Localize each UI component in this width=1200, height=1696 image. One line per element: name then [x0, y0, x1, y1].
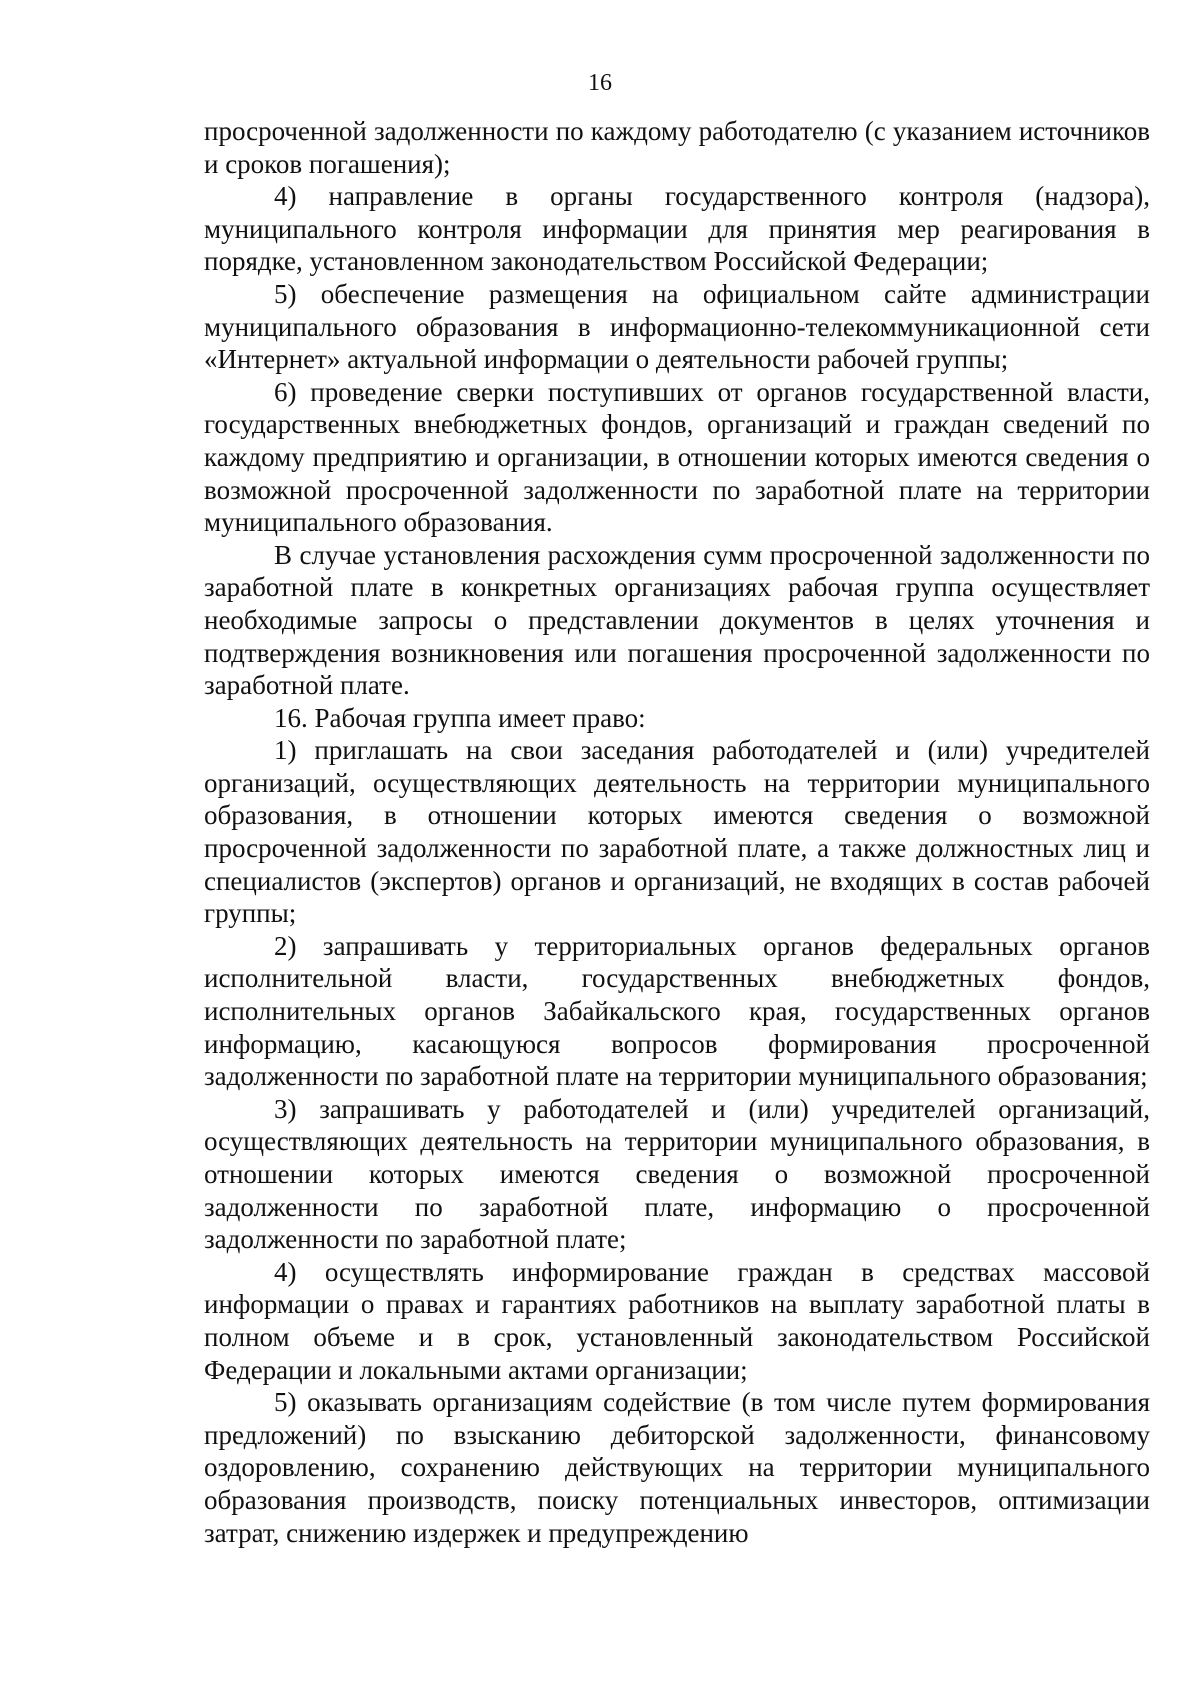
document-body [204, 115, 1150, 1549]
paragraph-continuation: просроченной задолженности по каждому работодателю (с указанием источников и сроков погашения); [204, 116, 1150, 179]
paragraph-right-2-request-authorities: 2) запрашивать у территориальных органов федеральных органов исполнительной власти, государственных внебюджетных фондов, исполнительных органов Забайкальского края, государственных органов информацию, касающуюся вопросов формирования просроченной задолженности по заработной плате на территории муниципального образования; [204, 930, 1150, 1092]
paragraph-section-16-heading: 16. Рабочая группа имеет право: [274, 702, 646, 733]
paragraph-item-6-reconciliation: 6) проведение сверки поступивших от органов государственной власти, государственных внебюджетных фондов, организаций и граждан сведений по каждому предприятию и организации, в отношении которых имеются сведения о возможной просроченной задолженности по заработной плате на территории муниципального образования. [204, 376, 1150, 538]
paragraph-right-1-invite: 1) приглашать на свои заседания работодателей и (или) учредителей организаций, осуществляющих деятельность на территории муниципального образования, в отношении которых имеются сведения о возможной просроченной задолженности по заработной плате, а также должностных лиц и специалистов (экспертов) органов и организаций, не входящих в состав рабочей группы; [204, 735, 1150, 929]
paragraph-item-4-control-bodies: 4) направление в органы государственного контроля (надзора), муниципального контроля информации для принятия мер реагирования в порядке, установленном законодательством Российской Федерации; [204, 181, 1150, 277]
paragraph-right-3-request-employers: 3) запрашивать у работодателей и (или) учредителей организаций, осуществляющих деятельность на территории муниципального образования, в отношении которых имеются сведения о возможной просроченной задолженности по заработной плате, информацию о просроченной задолженности по заработной плате; [204, 1093, 1150, 1255]
paragraph-right-4-inform-citizens: 4) осуществлять информирование граждан в средствах массовой информации о правах и гарантиях работников на выплату заработной платы в полном объеме и в срок, установленный законодательством Российской Федерации и локальными актами организации; [204, 1256, 1150, 1385]
paragraph-right-5-assist-organizations: 5) оказывать организациям содействие (в том числе путем формирования предложений) по взысканию дебиторской задолженности, финансовому оздоровлению, сохранению действующих на территории муниципального образования производств, поиску потенциальных инвесторов, оптимизации затрат, снижению издержек и предупреждению [204, 1387, 1150, 1548]
paragraph-discrepancy: В случае установления расхождения сумм просроченной задолженности по заработной плате в конкретных организациях рабочая группа осуществляет необходимые запросы о представлении документов в целях уточнения и подтверждения возникновения или погашения просроченной задолженности по заработной плате. [204, 539, 1150, 701]
page-number: 16 [588, 70, 612, 96]
paragraph-item-5-website: 5) обеспечение размещения на официальном сайте администрации муниципального образования в информационно-телекоммуникационной сети «Интернет» актуальной информации о деятельности рабочей группы; [204, 278, 1150, 375]
